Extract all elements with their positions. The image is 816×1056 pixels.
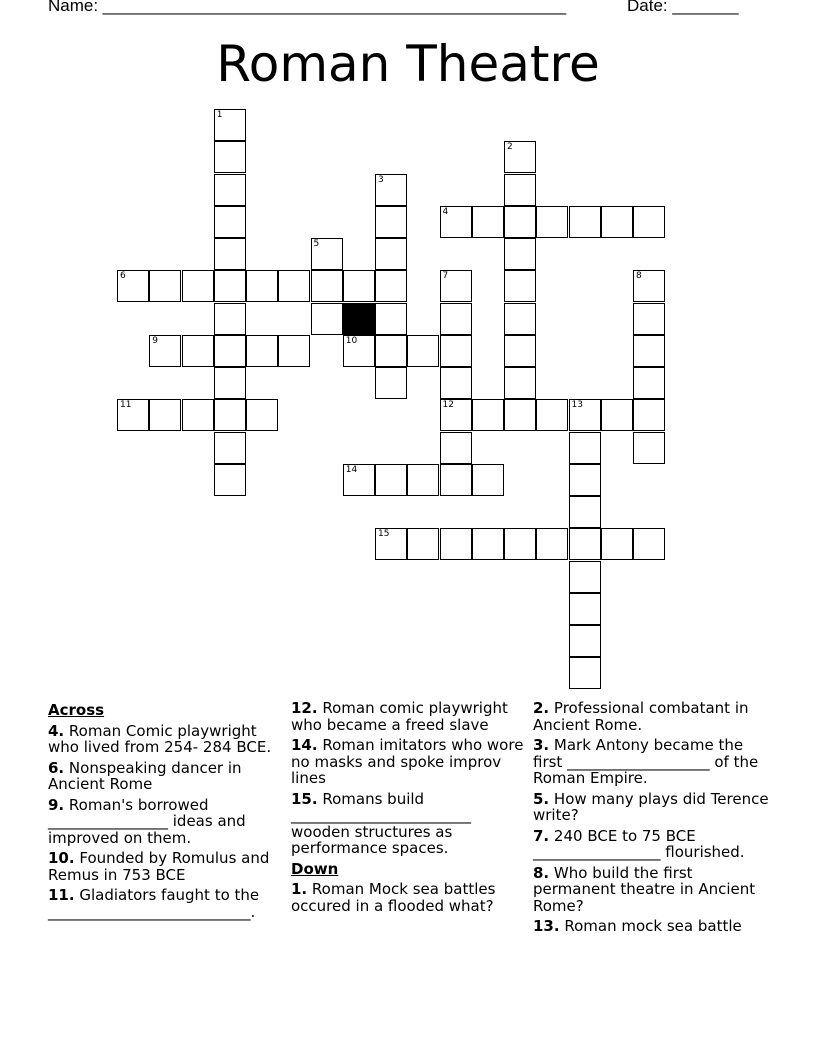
grid-cell[interactable] (472, 399, 504, 431)
grid-cell[interactable] (246, 335, 278, 367)
grid-cell[interactable] (504, 399, 536, 431)
clue-number: 1. (291, 880, 308, 898)
clue-text: Mark Antony became the first ___________________ of the Roman Empire. (533, 736, 759, 787)
clue-text: 240 BCE to 75 BCE _________________ flourished. (533, 826, 745, 861)
clue-down-3 (533, 737, 769, 787)
cell-number: 6 (120, 271, 126, 282)
clue-across-12 (291, 700, 527, 733)
clues-column-2 (291, 700, 527, 918)
cell-number: 10 (345, 335, 358, 346)
grid-cell[interactable] (569, 561, 601, 593)
clue-number: 4. (48, 721, 65, 740)
grid-cell[interactable] (633, 528, 665, 560)
grid-cell[interactable] (504, 528, 536, 560)
grid-cell[interactable] (278, 270, 310, 302)
clue-number: 2. (533, 699, 550, 717)
grid-cell[interactable] (569, 464, 601, 496)
grid-cell[interactable] (504, 367, 536, 399)
clues-column-3 (533, 700, 769, 939)
clue-number: 7. (533, 826, 550, 845)
date-field[interactable]: Date: _______ (627, 0, 739, 15)
grid-cell[interactable] (246, 399, 278, 431)
grid-cell[interactable] (343, 464, 375, 496)
clue-down-7 (533, 828, 769, 861)
grid-cell[interactable] (440, 399, 472, 431)
cell-number: 8 (636, 271, 642, 282)
clue-text: Roman's borrowed ________________ ideas and improved on them. (48, 795, 246, 847)
grid-cell[interactable] (375, 367, 407, 399)
grid-cell[interactable] (214, 238, 246, 270)
grid-cell[interactable] (149, 399, 181, 431)
grid-cell[interactable] (569, 528, 601, 560)
grid-cell[interactable] (504, 141, 536, 173)
down-heading: Down (291, 859, 339, 878)
grid-cell[interactable] (214, 206, 246, 238)
grid-cell[interactable] (633, 335, 665, 367)
clue-number: 15. (291, 789, 318, 808)
grid-cell[interactable] (214, 174, 246, 206)
grid-cell[interactable] (343, 270, 375, 302)
cell-number: 2 (507, 142, 513, 153)
clue-down-1 (291, 881, 527, 914)
grid-cell[interactable] (601, 206, 633, 238)
clue-across-11 (48, 887, 284, 920)
grid-cell[interactable] (214, 399, 246, 431)
grid-cell[interactable] (536, 528, 568, 560)
grid-cell[interactable] (504, 238, 536, 270)
grid-cell[interactable] (311, 270, 343, 302)
clue-text: Roman imitators who wore no masks and spoke improv lines (291, 736, 524, 787)
grid-cell[interactable] (633, 270, 665, 302)
grid-cell[interactable] (375, 238, 407, 270)
grid-cell[interactable] (569, 657, 601, 689)
grid-cell[interactable] (633, 367, 665, 399)
grid-cell[interactable] (149, 335, 181, 367)
grid-cell[interactable] (504, 335, 536, 367)
clue-down-8 (533, 865, 769, 915)
clue-number: 11. (48, 886, 75, 904)
grid-cell[interactable] (504, 174, 536, 206)
grid-cell[interactable] (440, 367, 472, 399)
grid-cell[interactable] (569, 432, 601, 464)
grid-cell[interactable] (214, 432, 246, 464)
clue-down-5 (533, 791, 769, 824)
grid-cell[interactable] (536, 206, 568, 238)
grid-cell[interactable] (214, 109, 246, 141)
cell-number: 1 (216, 110, 223, 120)
grid-cell[interactable] (311, 303, 343, 335)
grid-cell[interactable] (117, 399, 149, 431)
clue-text: Founded by Romulus and Remus in 753 BCE (48, 849, 270, 884)
grid-cell[interactable] (343, 335, 375, 367)
cell-number: 11 (120, 400, 132, 411)
grid-cell[interactable] (633, 303, 665, 335)
cell-number: 7 (442, 271, 449, 282)
clue-number: 9. (48, 795, 65, 814)
grid-cell[interactable] (182, 270, 214, 302)
clue-text: Professional combatant in Ancient Rome. (533, 699, 749, 734)
grid-cell[interactable] (214, 270, 246, 302)
grid-cell[interactable] (375, 464, 407, 496)
cell-number: 3 (378, 174, 384, 185)
cell-number: 5 (313, 239, 320, 249)
cell-number: 9 (152, 335, 158, 346)
clue-number: 8. (533, 863, 550, 882)
grid-cell[interactable] (633, 206, 665, 238)
clue-number: 12. (291, 699, 318, 717)
grid-cell[interactable] (407, 464, 439, 496)
clues-column-1 (48, 700, 284, 924)
cell-number: 12 (442, 400, 454, 411)
grid-cell[interactable] (504, 270, 536, 302)
grid-cell[interactable] (504, 206, 536, 238)
clue-across-15 (291, 791, 527, 857)
grid-cell[interactable] (440, 464, 472, 496)
clue-text: Roman Comic playwright who lived from 254- 284 BCE. (48, 721, 272, 756)
grid-cell[interactable] (311, 238, 343, 270)
grid-cell[interactable] (569, 593, 601, 625)
grid-cell[interactable] (569, 399, 601, 431)
grid-cell[interactable] (633, 432, 665, 464)
clue-number: 6. (48, 758, 65, 777)
grid-cell[interactable] (214, 367, 246, 399)
clue-text: Gladiators faught to the ___________________________. (48, 886, 260, 921)
grid-cell[interactable] (182, 335, 214, 367)
grid-cell[interactable] (472, 206, 504, 238)
grid-cell[interactable] (117, 270, 149, 302)
grid-cell[interactable] (472, 464, 504, 496)
across-heading: Across (48, 701, 105, 719)
clue-number: 13. (533, 917, 560, 935)
clue-across-4 (48, 723, 284, 756)
grid-cell[interactable] (182, 399, 214, 431)
clue-number: 10. (48, 849, 75, 867)
clue-number: 3. (533, 736, 550, 754)
cell-number: 4 (442, 206, 449, 217)
grid-cell[interactable] (536, 399, 568, 431)
grid-cell[interactable] (214, 141, 246, 173)
grid-cell[interactable] (601, 399, 633, 431)
grid-cell[interactable] (504, 303, 536, 335)
grid-cell[interactable] (375, 335, 407, 367)
grid-cell[interactable] (375, 270, 407, 302)
clue-text: Romans build ________________________ wooden structures as performance spaces. (291, 789, 471, 857)
name-field[interactable]: Name: _________________________________________________ (48, 0, 567, 15)
clue-across-9 (48, 797, 284, 847)
black-square (343, 303, 375, 335)
grid-cell[interactable] (246, 270, 278, 302)
grid-cell[interactable] (440, 335, 472, 367)
grid-cell[interactable] (375, 206, 407, 238)
grid-cell[interactable] (149, 270, 181, 302)
grid-cell[interactable] (278, 335, 310, 367)
clue-across-10 (48, 850, 284, 883)
grid-cell[interactable] (440, 528, 472, 560)
clue-text: Roman Mock sea battles occured in a flooded what? (291, 880, 496, 915)
grid-cell[interactable] (440, 270, 472, 302)
grid-cell[interactable] (407, 335, 439, 367)
cell-number: 15 (378, 529, 390, 540)
grid-cell[interactable] (472, 528, 504, 560)
grid-cell[interactable] (375, 303, 407, 335)
grid-cell[interactable] (440, 432, 472, 464)
grid-cell[interactable] (214, 464, 246, 496)
grid-cell[interactable] (569, 496, 601, 528)
clue-down-13 (533, 918, 769, 935)
grid-cell[interactable] (214, 303, 246, 335)
clue-down-2 (533, 700, 769, 733)
grid-cell[interactable] (214, 335, 246, 367)
grid-cell[interactable] (375, 174, 407, 206)
clue-across-6 (48, 760, 284, 793)
cell-number: 13 (571, 400, 583, 411)
grid-cell[interactable] (440, 206, 472, 238)
clue-text: Who build the first permanent theatre in Ancient Rome? (533, 863, 756, 915)
grid-cell[interactable] (440, 303, 472, 335)
clue-number: 14. (291, 736, 318, 754)
clue-text: Roman comic playwright who became a freed slave (291, 699, 508, 734)
puzzle-title: Roman Theatre (216, 35, 600, 93)
grid-cell[interactable] (407, 528, 439, 560)
grid-cell[interactable] (569, 625, 601, 657)
clue-across-14 (291, 737, 527, 787)
grid-cell[interactable] (569, 206, 601, 238)
grid-cell[interactable] (375, 528, 407, 560)
clue-text: How many plays did Terence write? (533, 789, 769, 824)
clue-number: 5. (533, 789, 550, 808)
clue-text: Roman mock sea battle (564, 917, 742, 935)
clue-text: Nonspeaking dancer in Ancient Rome (48, 758, 242, 793)
grid-cell[interactable] (633, 399, 665, 431)
grid-cell[interactable] (601, 528, 633, 560)
cell-number: 14 (345, 464, 358, 475)
